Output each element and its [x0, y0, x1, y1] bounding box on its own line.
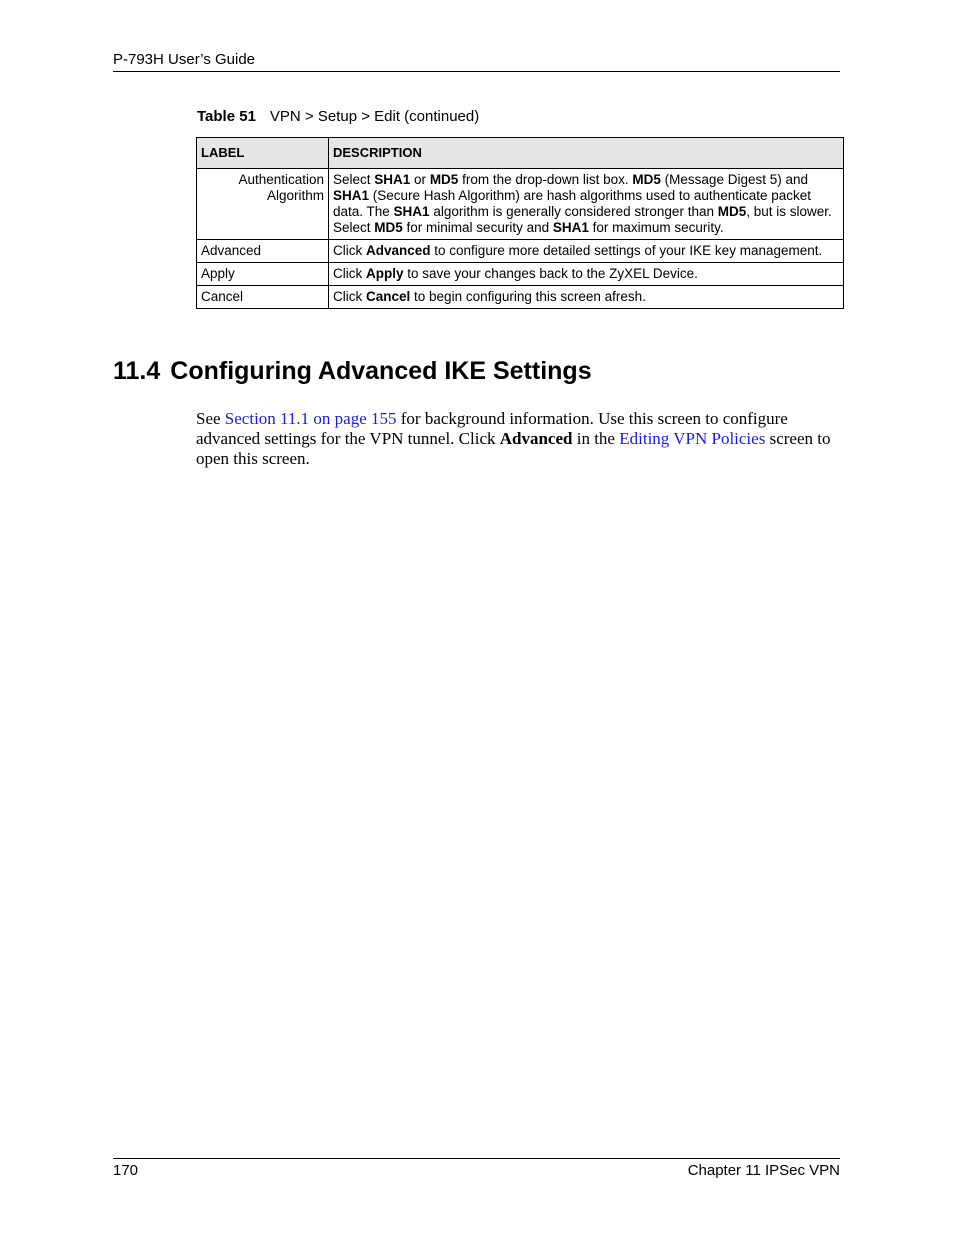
row-label: Authentication Algorithm — [197, 169, 329, 240]
row-label: Apply — [197, 263, 329, 286]
section-title: Configuring Advanced IKE Settings — [170, 357, 592, 385]
row-description: Click Advanced to configure more detailed settings of your IKE key management. — [329, 240, 844, 263]
settings-table — [196, 137, 844, 309]
section-heading — [113, 352, 592, 390]
row-description: Click Cancel to begin configuring this screen afresh. — [329, 286, 844, 309]
editing-vpn-policies-link[interactable]: Editing VPN Policies — [619, 429, 766, 448]
table-caption-text: VPN > Setup > Edit (continued) — [269, 108, 480, 125]
table-row — [197, 286, 844, 309]
table-header-row — [197, 138, 844, 169]
section-paragraph: See Section 11.1 on page 155 for background information. Use this screen to configure advanced settings for the VPN tunnel. Click Advanced in the Editing VPN Policies screen to open this screen. — [196, 409, 831, 468]
section-number: 11.4 — [113, 357, 161, 385]
table-number: Table 51 — [197, 108, 256, 125]
row-label: Advanced — [197, 240, 329, 263]
guide-title: P-793H User’s Guide — [113, 51, 256, 68]
page-footer — [113, 1158, 840, 1180]
row-label: Cancel — [197, 286, 329, 309]
section-link[interactable]: Section 11.1 on page 155 — [224, 409, 397, 428]
table-row — [197, 263, 844, 286]
row-description: Click Apply to save your changes back to the ZyXEL Device. — [329, 263, 844, 286]
table-row — [197, 169, 844, 240]
page-header — [113, 51, 840, 72]
row-description: Select SHA1 or MD5 from the drop-down list box. MD5 (Message Digest 5) and SHA1 (Secure Hash Algorithm) are hash algorithms used to authenticate packet data. The SHA1 algorithm is generally considered stronger than MD5, but is slower. Select MD5 for minimal security and SHA1 for maximum security. — [329, 169, 844, 240]
chapter-title: Chapter 11 IPSec VPN — [687, 1162, 840, 1179]
table-caption — [197, 108, 479, 126]
page-number: 170 — [113, 1162, 139, 1179]
column-header-label: LABEL — [197, 138, 329, 169]
column-header-description: DESCRIPTION — [329, 138, 844, 169]
table-row — [197, 240, 844, 263]
